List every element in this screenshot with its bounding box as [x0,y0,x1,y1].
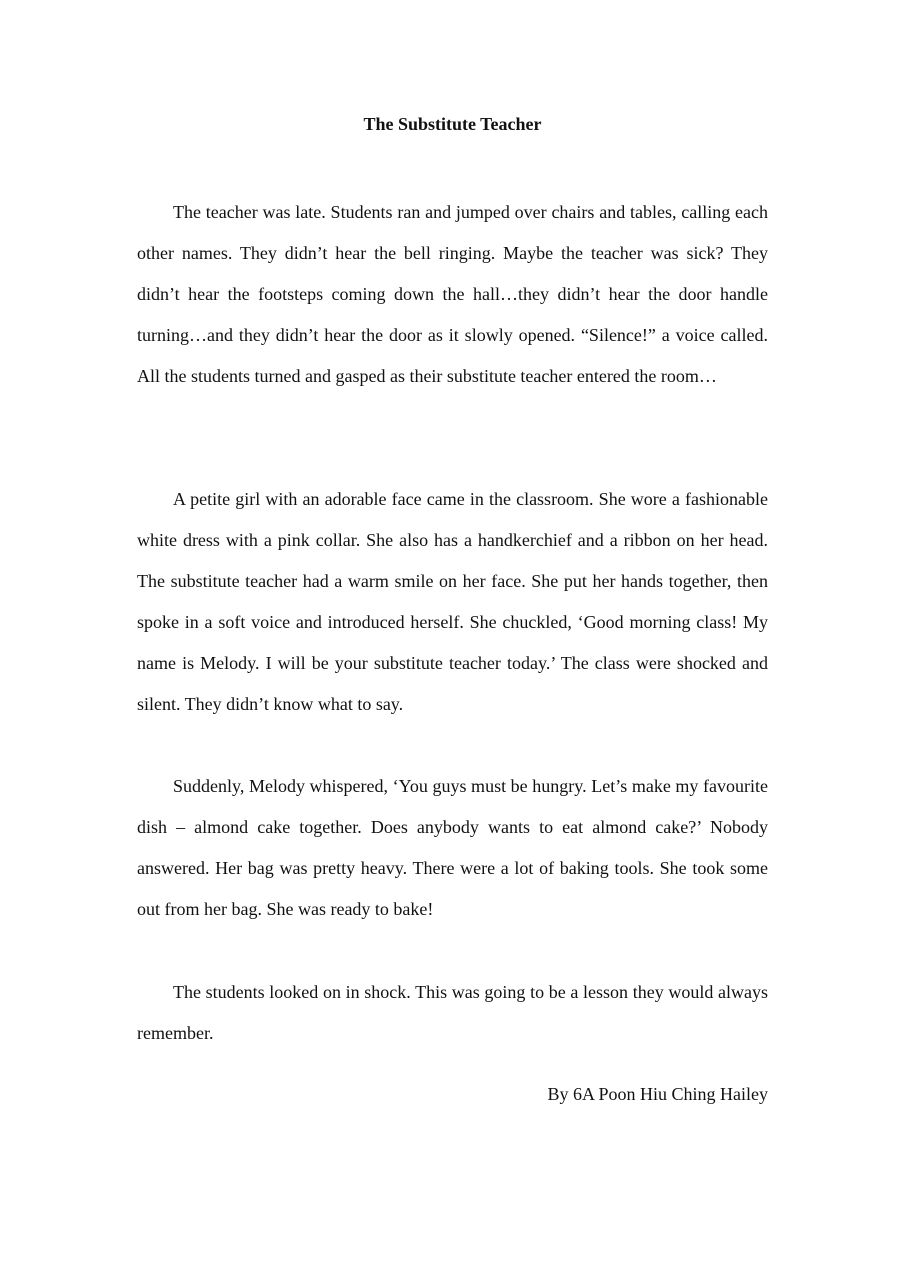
author-byline: By 6A Poon Hiu Ching Hailey [547,1084,768,1104]
paragraph-3: Suddenly, Melody whispered, ‘You guys must be hungry. Let’s make my favourite dish – almond cake together. Does anybody wants to eat almond cake?’ Nobody answered. Her bag was pretty heavy. There were a lot of baking tools. She took some out from her bag. She was ready to bake! [137,776,768,919]
paragraph-2: A petite girl with an adorable face came in the classroom. She wore a fashionable white dress with a pink collar. She also has a handkerchief and a ribbon on her head. The substitute teacher had a warm smile on her face. She put her hands together, then spoke in a soft voice and introduced herself. She chuckled, ‘Good morning class! My name is Melody. I will be your substitute teacher today.’ The class were shocked and silent. They didn’t know what to say. [137,489,768,714]
paragraph-1: The teacher was late. Students ran and jumped over chairs and tables, calling each other names. They didn’t hear the bell ringing. Maybe the teacher was sick? They didn’t hear the footsteps coming down the hall…they didn’t hear the door handle turning…and they didn’t hear the door as it slowly opened. “Silence!” a voice called. All the students turned and gasped as their substitute teacher entered the room… [137,202,768,386]
document-title: The Substitute Teacher [363,114,542,134]
paragraph-4: The students looked on in shock. This was going to be a lesson they would always remember. [137,982,768,1043]
